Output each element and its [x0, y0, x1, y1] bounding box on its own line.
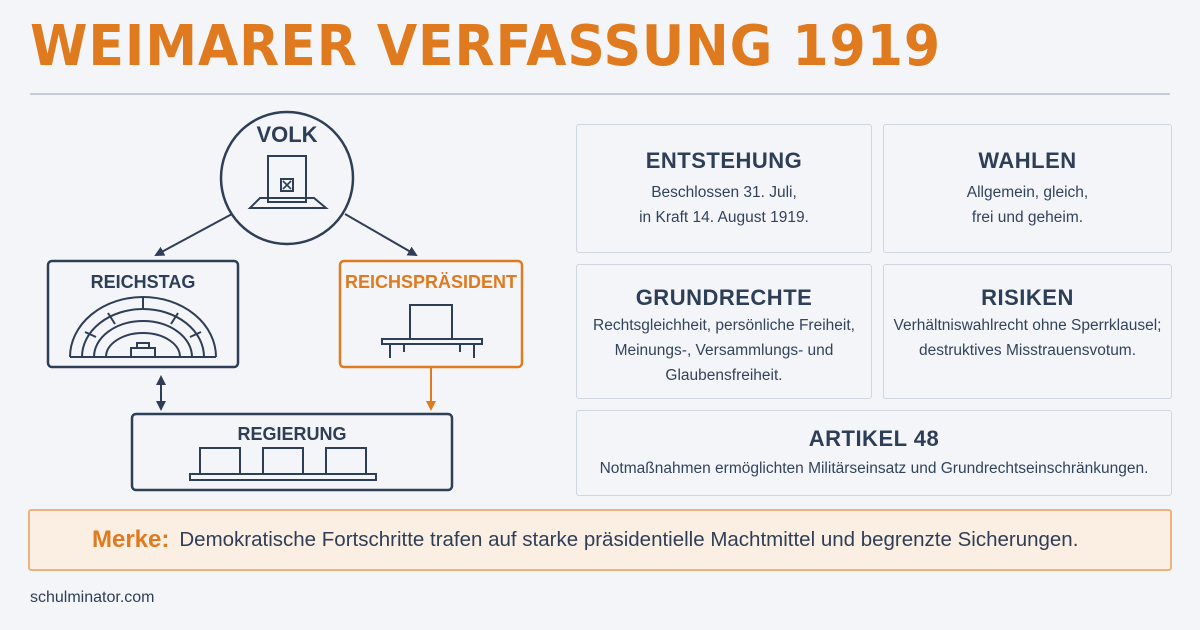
- card-wahlen: [883, 124, 1172, 253]
- page-title: WEIMARER VERFASSUNG 1919: [30, 14, 942, 79]
- reichstag-node: [48, 261, 238, 367]
- regierung-label: REGIERUNG: [237, 424, 347, 444]
- footer-source: schulminator.com: [30, 589, 155, 606]
- card-entstehung: [576, 124, 872, 253]
- card-grundrechte: [576, 264, 872, 399]
- reichstag-label: REICHSTAG: [90, 272, 196, 292]
- card-grundrechte-title: GRUNDRECHTE: [635, 285, 813, 310]
- regierung-node: [132, 414, 452, 490]
- card-risiken-title: RISIKEN: [981, 285, 1074, 310]
- arrow-volk-reichstag: [156, 214, 232, 255]
- reichspraesident-node: [340, 261, 522, 367]
- arrow-volk-reichspraesident: [345, 214, 416, 255]
- merke-box: [28, 509, 1172, 571]
- merke-label: Merke:: [92, 526, 170, 553]
- card-artikel48-text: Notmaßnahmen ermöglichten Militärseinsatz und Grundrechtseinschränkungen.: [599, 460, 1149, 477]
- card-risiken-text: Verhältniswahlrecht ohne Sperrklausel; destruktives Misstrauensvotum.: [893, 317, 1162, 359]
- card-artikel48: [576, 410, 1172, 496]
- card-risiken: [883, 264, 1172, 399]
- volk-node: [221, 112, 353, 244]
- reichspraesident-label: REICHSPRÄSIDENT: [344, 272, 518, 292]
- volk-label: VOLK: [256, 122, 318, 147]
- card-wahlen-text: Allgemein, gleich, frei und geheim.: [966, 184, 1089, 226]
- card-entstehung-title: ENTSTEHUNG: [645, 148, 803, 173]
- title-divider: [30, 93, 1170, 95]
- constitution-diagram: [0, 100, 560, 500]
- merke-text: Demokratische Fortschritte trafen auf starke präsidentielle Machtmittel und begrenzte Sicherungen.: [179, 528, 1079, 551]
- card-entstehung-text: Beschlossen 31. Juli, in Kraft 14. August 1919.: [639, 184, 809, 226]
- card-wahlen-title: WAHLEN: [978, 148, 1077, 173]
- card-artikel48-title: ARTIKEL 48: [808, 426, 940, 451]
- card-grundrechte-text: Rechtsgleichheit, persönliche Freiheit, Meinungs-, Versammlungs- und Glaubensfreiheit.: [593, 317, 855, 384]
